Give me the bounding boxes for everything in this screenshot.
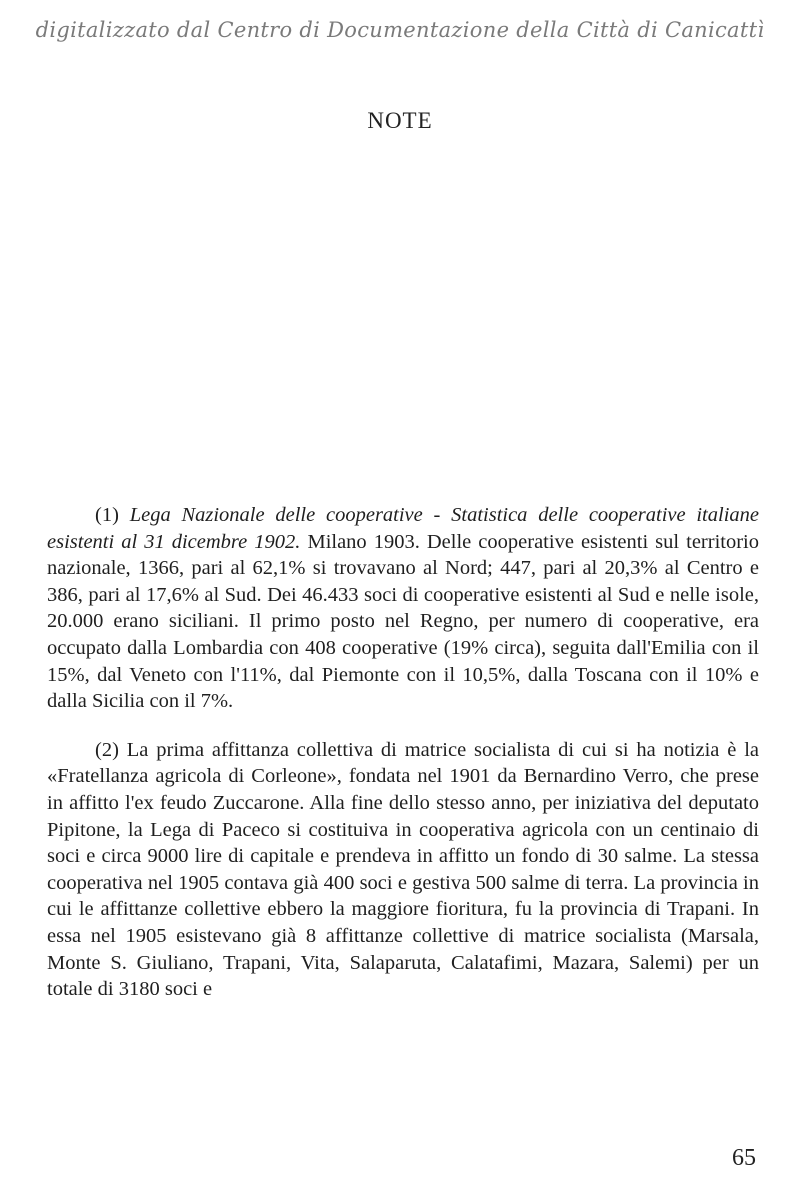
- page-title: NOTE: [367, 108, 433, 133]
- watermark-text: digitalizzato dal Centro di Documentazione della Città di Canicattì: [35, 18, 765, 42]
- footnote-2: [47, 737, 759, 1003]
- footnote-1: [47, 502, 759, 715]
- footnote-citation: Lega Nazionale delle cooperative - Statistica delle cooperative italiane esistenti al 31 dicembre 1902.: [47, 504, 759, 553]
- footnote-marker: (2): [95, 738, 119, 761]
- footnote-text: Milano 1903. Delle cooperative esistenti sul territorio nazionale, 1366, pari al 62,1% si trovavano al Nord; 447, pari al 20,3% al Centro e 386, pari al 17,6% al Sud. Dei 46.433 soci di cooperative esistenti al Sud e nelle isole, 20.000 erano siciliani. Il primo posto nel Regno, per numero di cooperative, era occupato dalla Lombardia con 408 cooperative (19% circa), seguita dall'Emilia con il 15%, dal Veneto con l'11%, dal Piemonte con il 10,5%, dalla Toscana con il 10% e dalla Sicilia con il 7%.: [47, 530, 760, 713]
- footnote-text: La prima affittanza collettiva di matrice socialista di cui si ha notizia è la «Fratellanza agricola di Corleone», fondata nel 1901 da Bernardino Verro, che prese in affitto l'ex feudo Zuccarone. Alla fine dello stesso anno, per iniziativa del deputato Pipitone, la Lega di Paceco si costituiva in cooperativa agricola con un centinaio di soci e circa 9000 lire di capitale e prendeva in affitto un fondo di 30 salme. La stessa cooperativa nel 1905 contava già 400 soci e gestiva 500 salme di terra. La provincia in cui le affittanze collettive ebbero la maggiore fioritura, fu la provincia di Trapani. In essa nel 1905 esistevano già 8 affittanze collettive di matrice socialista (Marsala, Monte S. Giuliano, Trapani, Vita, Salaparuta, Calatafimi, Mazara, Salemi) per un totale di 3180 soci e: [47, 738, 760, 1001]
- footnote-marker: (1): [95, 504, 119, 526]
- notes-body: [47, 502, 759, 1025]
- page-number: 65: [732, 1145, 756, 1171]
